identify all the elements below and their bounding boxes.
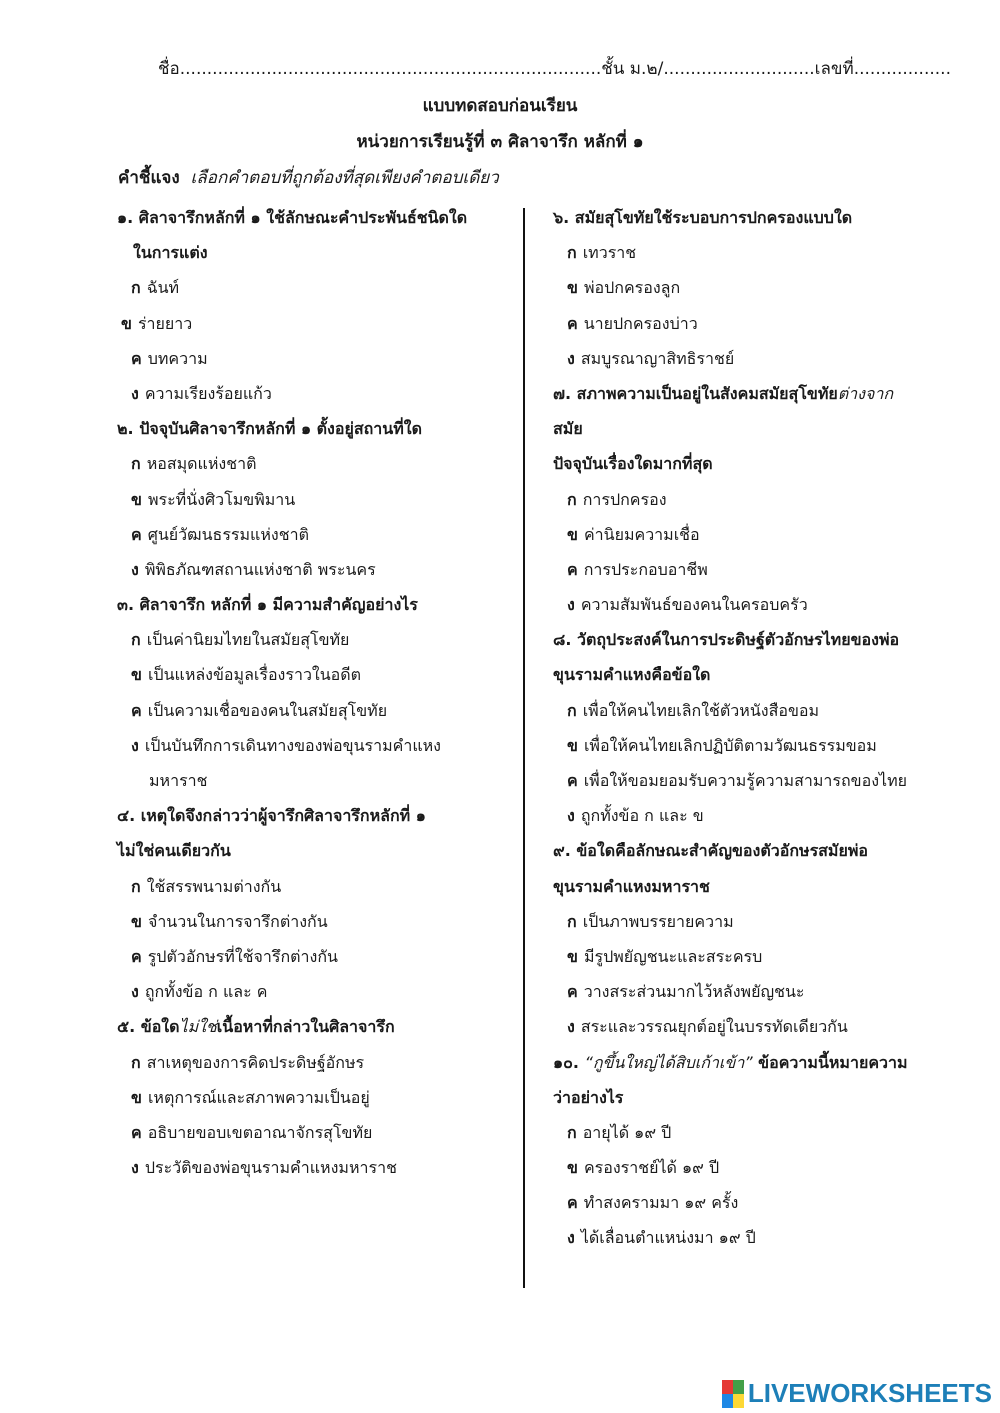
q7-option-c[interactable]: ค การประกอบอาชีพ	[567, 559, 708, 579]
liveworksheets-footer[interactable]	[722, 1378, 992, 1409]
column-divider	[523, 208, 525, 1288]
q9-option-b[interactable]: ข มีรูปพยัญชนะและสระครบ	[567, 946, 763, 966]
instructions-text: เลือกคำตอบที่ถูกต้องที่สุดเพียงคำตอบเดียว	[190, 168, 499, 188]
q8-option-d[interactable]: ง ถูกทั้งข้อ ก และ ข	[567, 806, 704, 826]
question-4-cont: ไม่ใช่คนเดียวกัน	[117, 841, 231, 861]
q10-option-a[interactable]: ก อายุได้ ๑๙ ปี	[567, 1122, 672, 1142]
page-subtitle: หน่วยการเรียนรู้ที่ ๓ ศิลาจารึก หลักที่ ๑	[356, 132, 644, 152]
question-8: ๘. วัตถุประสงค์ในการประดิษฐ์ตัวอักษรไทยของพ่อ	[553, 630, 900, 650]
q3-option-c[interactable]: ค เป็นความเชื่อของคนในสมัยสุโขทัย	[131, 700, 388, 720]
q3-option-b[interactable]: ข เป็นแหล่งข้อมูลเรื่องราวในอดีต	[131, 665, 362, 685]
q6-option-a[interactable]: ก เทวราช	[567, 243, 637, 263]
q3-option-d-cont: มหาราช	[149, 771, 208, 790]
question-7: ๗. สภาพความเป็นอยู่ในสังคมสมัยสุโขทัยต่างจาก	[553, 383, 894, 403]
question-9: ๙. ข้อใดคือลักษณะสำคัญของตัวอักษรสมัยพ่อ	[553, 841, 869, 861]
q8-option-b[interactable]: ข เพื่อให้คนไทยเลิกปฏิบัติตามวัฒนธรรมขอม	[567, 735, 877, 755]
q2-option-b[interactable]: ข พระที่นั่งศิวโมขพิมาน	[131, 489, 296, 509]
question-7-cont: สมัย	[553, 419, 583, 439]
question-9-cont: ขุนรามคำแหงมหาราช	[553, 876, 710, 896]
q1-option-b[interactable]: ข ร่ายยาว	[121, 313, 193, 333]
q8-option-a[interactable]: ก เพื่อให้คนไทยเลิกใช้ตัวหนังสือขอม	[567, 700, 820, 720]
student-info-line: ชื่อ..............................................................................ชั้น ม.๒/............................เลขที่..................	[158, 59, 951, 79]
instructions-label: คำชี้แจง	[118, 168, 180, 188]
question-1-cont: ในการแต่ง	[133, 243, 208, 263]
q6-option-b[interactable]: ข พ่อปกครองลูก	[567, 278, 681, 298]
q9-option-d[interactable]: ง สระและวรรณยุกต์อยู่ในบรรทัดเดียวกัน	[567, 1017, 848, 1037]
question-6: ๖. สมัยสุโขทัยใช้ระบอบการปกครองแบบใด	[553, 208, 853, 227]
q4-option-a[interactable]: ก ใช้สรรพนามต่างกัน	[131, 876, 282, 896]
left-column	[117, 200, 517, 1185]
q5-option-d[interactable]: ง ประวัติของพ่อขุนรามคำแหงมหาราช	[131, 1158, 397, 1178]
q1-option-c[interactable]: ค บทความ	[131, 348, 208, 368]
q4-option-c[interactable]: ค รูปตัวอักษรที่ใช้จารึกต่างกัน	[131, 946, 338, 966]
question-10: ๑๐. “กูขึ้นใหญ่ได้สิบเก้าเข้า” ข้อความนี้หมายความ	[553, 1052, 908, 1072]
q5-option-a[interactable]: ก สาเหตุของการคิดประดิษฐ์อักษร	[131, 1052, 365, 1072]
q7-option-a[interactable]: ก การปกครอง	[567, 489, 667, 509]
q9-option-a[interactable]: ก เป็นภาพบรรยายความ	[567, 911, 734, 931]
question-1: ๑. ศิลาจารึกหลักที่ ๑ ใช้ลักษณะคำประพันธ์ชนิดใด	[117, 208, 468, 227]
question-7-cont2: ปัจจุบันเรื่องใดมากที่สุด	[553, 454, 713, 474]
instructions	[118, 166, 499, 190]
question-10-cont: ว่าอย่างไร	[553, 1087, 624, 1107]
q7-option-d[interactable]: ง ความสัมพันธ์ของคนในครอบครัว	[567, 595, 808, 615]
q5-option-b[interactable]: ข เหตุการณ์และสภาพความเป็นอยู่	[131, 1087, 370, 1107]
q3-option-a[interactable]: ก เป็นค่านิยมไทยในสมัยสุโขทัย	[131, 630, 350, 650]
brand-name: LIVEWORKSHEETS	[747, 1378, 992, 1408]
q2-option-d[interactable]: ง พิพิธภัณฑสถานแห่งชาติ พระนคร	[131, 559, 376, 579]
right-column	[553, 200, 953, 1256]
q7-option-b[interactable]: ข ค่านิยมความเชื่อ	[567, 524, 700, 544]
q6-option-c[interactable]: ค นายปกครองบ่าว	[567, 313, 698, 333]
q2-option-c[interactable]: ค ศูนย์วัฒนธรรมแห่งชาติ	[131, 524, 309, 544]
q8-option-c[interactable]: ค เพื่อให้ขอมยอมรับความรู้ความสามารถของไทย	[567, 771, 907, 790]
q2-option-a[interactable]: ก หอสมุดแห่งชาติ	[131, 454, 257, 474]
question-5: ๕. ข้อใดไม่ใช่เนื้อหาที่กล่าวในศิลาจารึก	[117, 1017, 395, 1037]
question-8-cont: ขุนรามคำแหงคือข้อใด	[553, 665, 711, 685]
q5-option-c[interactable]: ค อธิบายขอบเขตอาณาจักรสุโขทัย	[131, 1122, 373, 1142]
question-2: ๒. ปัจจุบันศิลาจารึกหลักที่ ๑ ตั้งอยู่สถานที่ใด	[117, 419, 422, 439]
q10-option-b[interactable]: ข ครองราชย์ได้ ๑๙ ปี	[567, 1158, 720, 1178]
q1-option-d[interactable]: ง ความเรียงร้อยแก้ว	[131, 383, 272, 403]
page-title: แบบทดสอบก่อนเรียน	[422, 96, 578, 116]
q3-option-d[interactable]: ง เป็นบันทึกการเดินทางของพ่อขุนรามคำแหง	[131, 735, 441, 755]
q10-option-c[interactable]: ค ทำสงครามมา ๑๙ ครั้ง	[567, 1193, 739, 1213]
q6-option-d[interactable]: ง สมบูรณาญาสิทธิราชย์	[567, 348, 735, 368]
q1-option-a[interactable]: ก ฉันท์	[131, 278, 180, 298]
q10-option-d[interactable]: ง ได้เลื่อนตำแหน่งมา ๑๙ ปี	[567, 1228, 756, 1248]
question-3: ๓. ศิลาจารึก หลักที่ ๑ มีความสำคัญอย่างไร	[117, 595, 418, 615]
q4-option-d[interactable]: ง ถูกทั้งข้อ ก และ ค	[131, 982, 268, 1002]
liveworksheets-logo-icon	[722, 1380, 744, 1408]
q9-option-c[interactable]: ค วางสระส่วนมากไว้หลังพยัญชนะ	[567, 982, 805, 1002]
question-4: ๔. เหตุใดจึงกล่าวว่าผู้จารึกศิลาจารึกหลักที่ ๑	[117, 806, 426, 826]
q4-option-b[interactable]: ข จำนวนในการจารึกต่างกัน	[131, 911, 328, 931]
